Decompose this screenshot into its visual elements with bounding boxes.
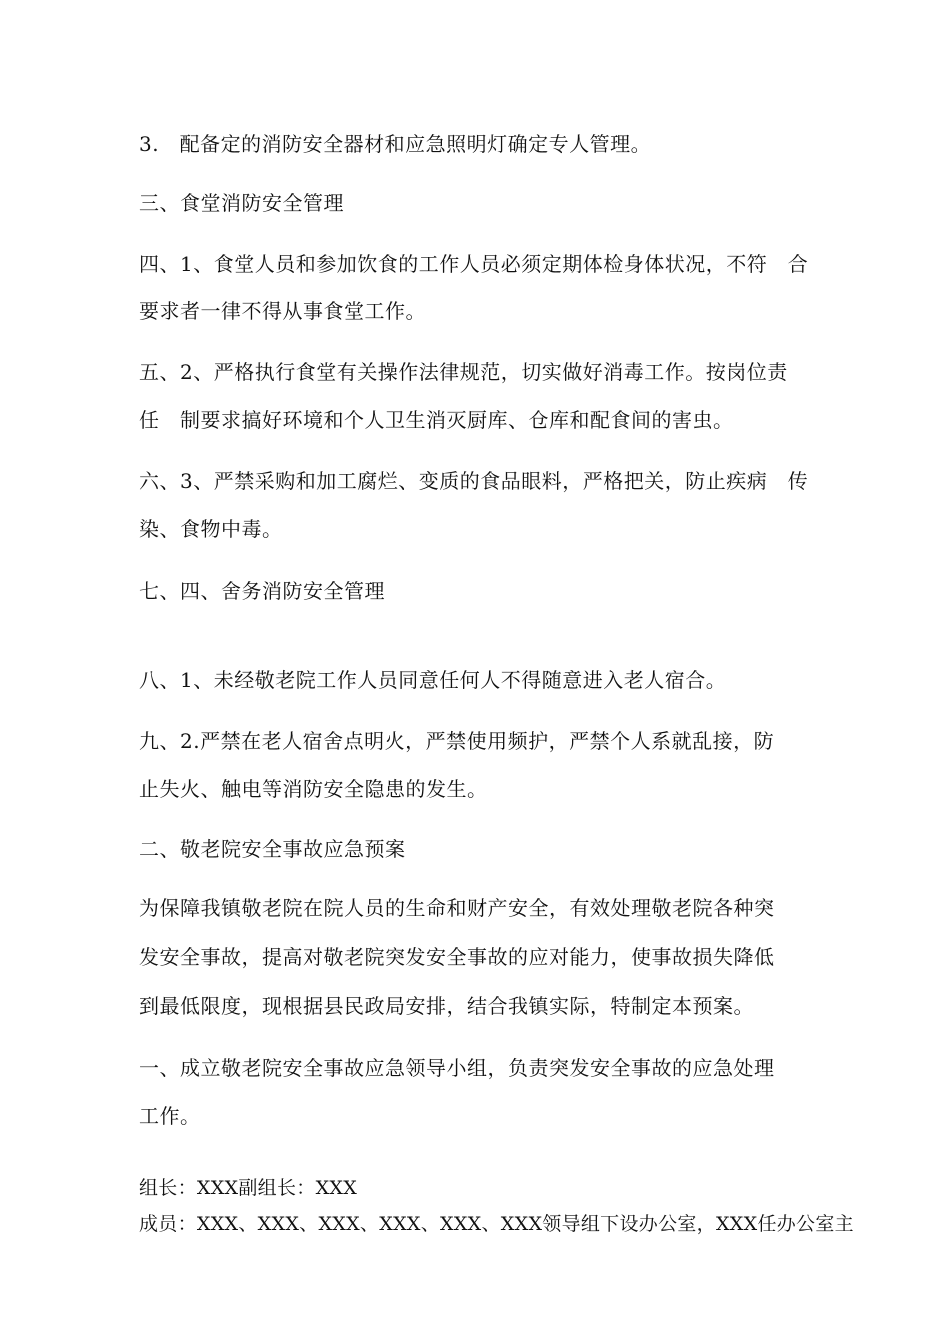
text-line: 止失火、触电等消防安全隐患的发生。 <box>139 777 488 801</box>
text-line: 任 制要求搞好环境和个人卫生消灭厨库、仓库和配食间的害虫。 <box>139 408 734 432</box>
text-line: 发安全事故，提高对敬老院突发安全事故的应对能力，使事故损失降低 <box>139 945 775 969</box>
text-line: 五、2、严格执行食堂有关操作法律规范，切实做好消毒工作。按岗位责 <box>139 360 788 384</box>
text-line: 成员：XXX、XXX、XXX、XXX、XXX、XXX领导组下设办公室，XXX任办公室主 <box>139 1213 854 1235</box>
section-heading: 七、四、舍务消防安全管理 <box>139 579 385 603</box>
text-line: 九、2.严禁在老人宿舍点明火，严禁使用频护，严禁个人系就乱接，防 <box>139 729 775 753</box>
text-line: 为保障我镇敬老院在院人员的生命和财产安全，有效处理敬老院各种突 <box>139 896 775 920</box>
text-line: 染、食物中毒。 <box>139 517 283 541</box>
text-line: 一、成立敬老院安全事故应急领导小组，负责突发安全事故的应急处理 <box>139 1056 775 1080</box>
text-line: 3. 配备定的消防安全器材和应急照明灯确定专人管理。 <box>139 132 652 156</box>
text-line: 八、1、未经敬老院工作人员同意任何人不得随意进入老人宿合。 <box>139 668 727 692</box>
text-line: 组长：XXX副组长：XXX <box>139 1177 358 1199</box>
text-line: 四、1、食堂人员和参加饮食的工作人员必须定期体检身体状况，不符 合 <box>139 252 809 276</box>
text-line: 工作。 <box>139 1104 201 1128</box>
text-line: 要求者一律不得从事食堂工作。 <box>139 299 426 323</box>
section-heading: 三、食堂消防安全管理 <box>139 191 344 215</box>
text-line: 到最低限度，现根据县民政局安排，结合我镇实际，特制定本预案。 <box>139 994 754 1018</box>
section-heading: 二、敬老院安全事故应急预案 <box>139 837 406 861</box>
text-line: 六、3、严禁采购和加工腐烂、变质的食品眼料，严格把关，防止疾病 传 <box>139 469 809 493</box>
